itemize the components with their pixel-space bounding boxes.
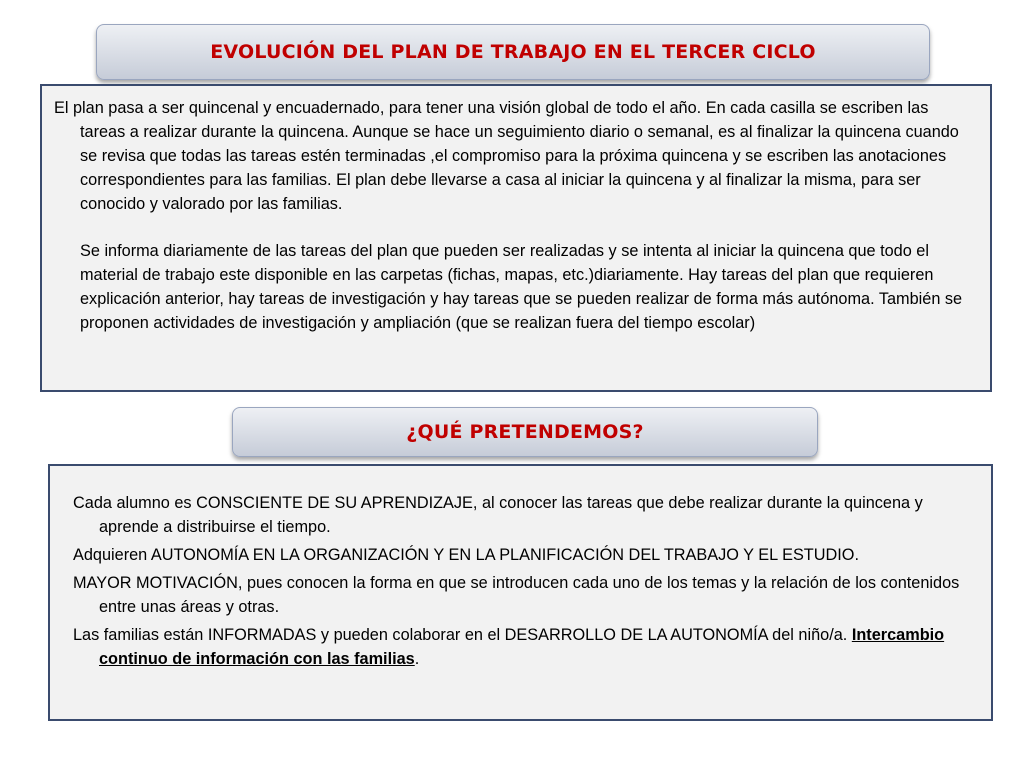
goals-box <box>48 464 993 721</box>
goal-item-4-emphasis: Intercambio continuo de información con las familias <box>99 626 945 668</box>
goal-item-3: MAYOR MOTIVACIÓN, pues conocen la forma en que se introducen cada uno de los temas y la relación de los contenidos entre unas áreas y otras. <box>73 574 960 616</box>
goal-item-1: Cada alumno es CONSCIENTE DE SU APRENDIZAJE, al conocer las tareas que debe realizar durante la quincena y aprende a distribuirse el tiempo. <box>73 494 923 536</box>
goal-item-4 <box>62 623 979 671</box>
section-title-banner <box>232 407 818 457</box>
goal-item-4-end: . <box>414 650 420 668</box>
plan-description-box <box>40 84 992 392</box>
section-title: ¿QUÉ PRETENDEMOS? <box>406 421 644 443</box>
page-title-banner <box>96 24 930 80</box>
description-paragraph-2: Se informa diariamente de las tareas del plan que pueden ser realizadas y se intenta al iniciar la quincena que todo el material de trabajo este disponible en las carpetas (fichas, mapas, etc.)diariamente. Hay tareas del plan que requieren explicación anterior, hay tareas de investigación y hay tareas que se pueden realizar de forma más autónoma. También se proponen actividades de investigación y ampliación (que se realizan fuera del tiempo escolar) <box>80 242 963 332</box>
paragraph-spacer <box>54 216 978 239</box>
goal-item-4-text: Las familias están INFORMADAS y pueden colaborar en el DESARROLLO DE LA AUTONOMÍA del niño/a. <box>73 626 852 644</box>
goal-item-2: Adquieren AUTONOMÍA EN LA ORGANIZACIÓN Y EN LA PLANIFICACIÓN DEL TRABAJO Y EL ESTUDIO. <box>73 546 859 564</box>
page-title: EVOLUCIÓN DEL PLAN DE TRABAJO EN EL TERCER CICLO <box>210 41 816 63</box>
description-paragraph-1: El plan pasa a ser quincenal y encuadernado, para tener una visión global de todo el año. En cada casilla se escriben las tareas a realizar durante la quincena. Aunque se hace un seguimiento diario o semanal, es al finalizar la quincena cuando se revisa que todas las tareas estén terminadas ,el compromiso para la próxima quincena y se escriben las anotaciones correspondientes para las familias. El plan debe llevarse a casa al iniciar la quincena y al finalizar la misma, para ser conocido y valorado por las familias. <box>54 99 959 213</box>
